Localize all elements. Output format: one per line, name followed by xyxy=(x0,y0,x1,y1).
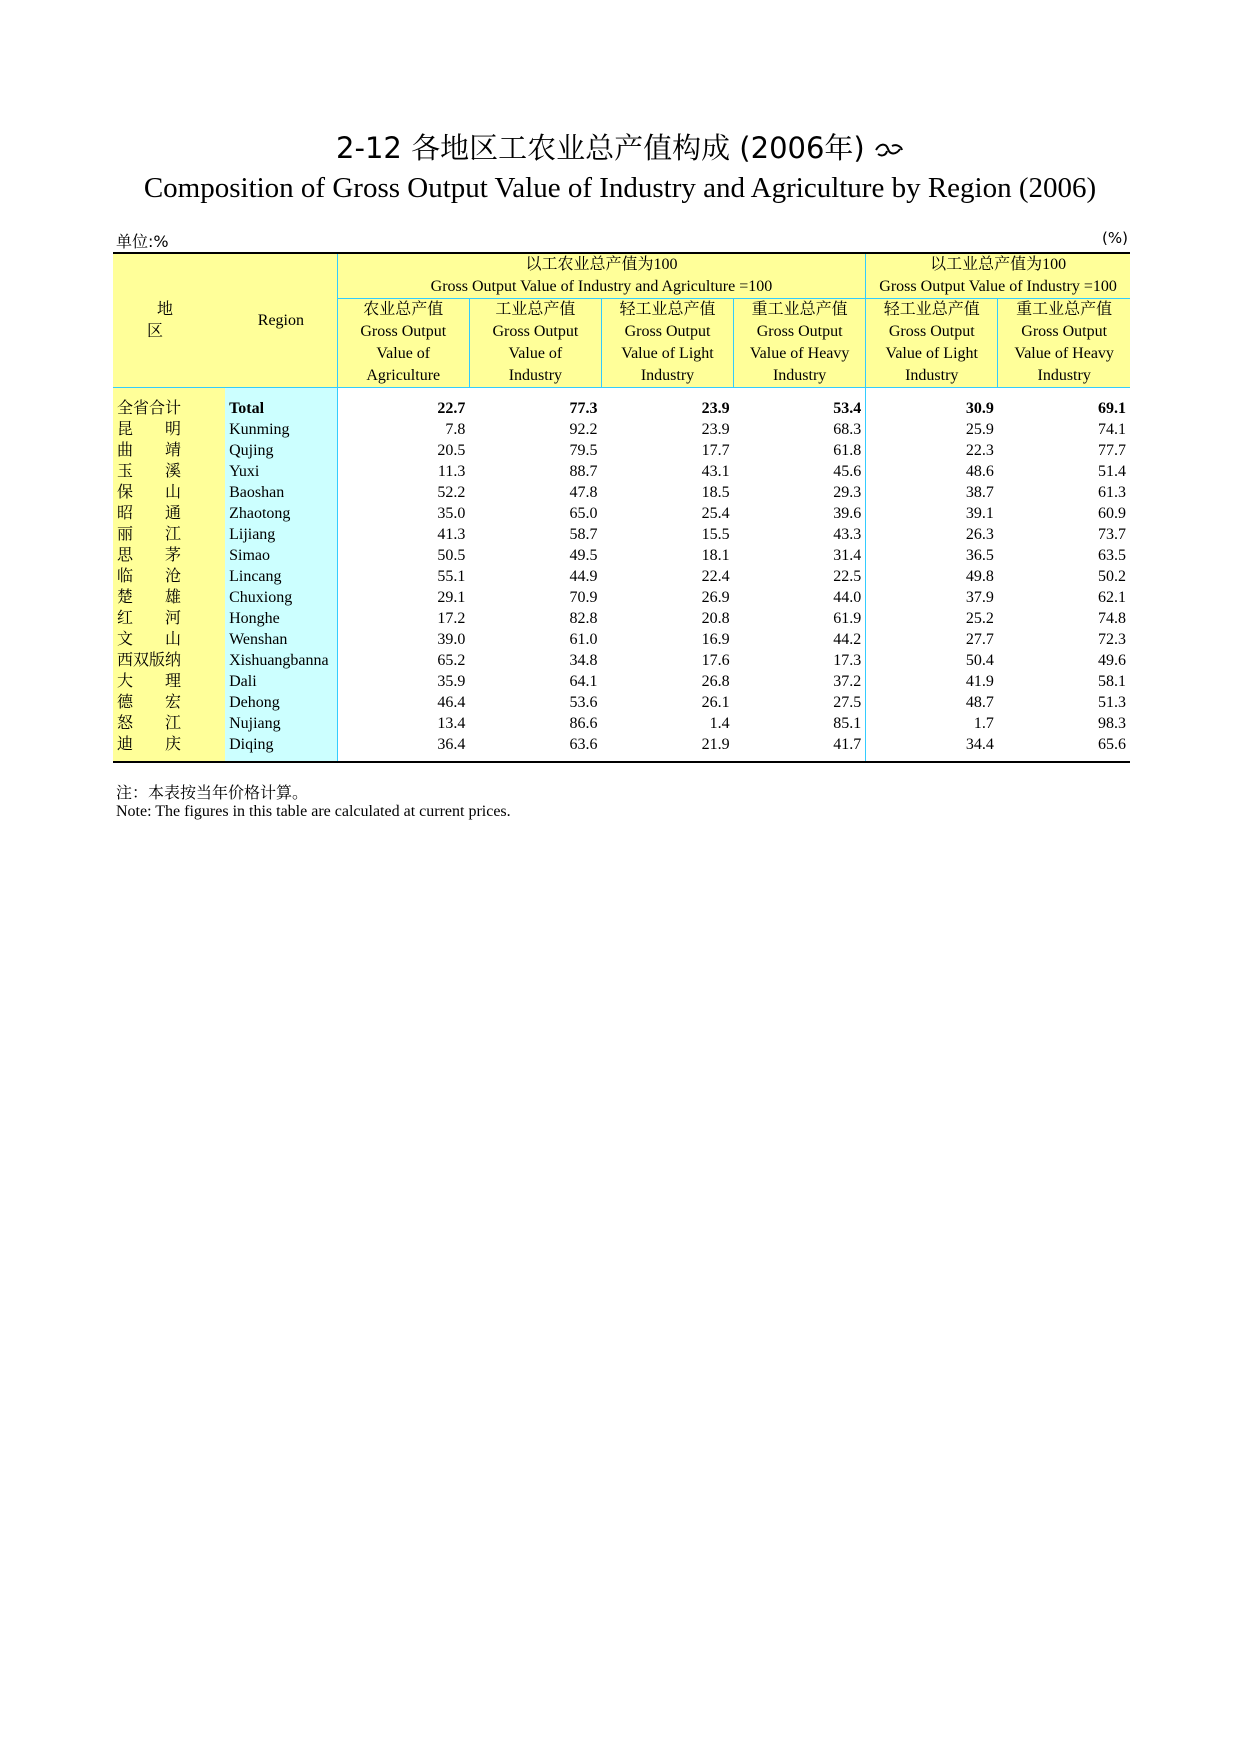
region-name-cn: 楚 雄 xyxy=(113,587,225,608)
value-cell: 37.2 xyxy=(833,673,862,690)
table-row xyxy=(113,461,1130,482)
header-group1-en: Gross Output Value of Industry and Agriculture =100 xyxy=(337,276,866,299)
value-cell: 49.8 xyxy=(866,566,998,587)
region-name-en: Lincang xyxy=(225,566,337,587)
value-cell: 62.1 xyxy=(1098,589,1126,606)
value-cell: 70.9 xyxy=(569,589,598,606)
region-name-cn: 保 山 xyxy=(113,482,225,503)
value-cell: 82.8 xyxy=(569,610,598,627)
value-cell: 77.3 xyxy=(569,400,598,417)
value-cell: 36.5 xyxy=(866,545,998,566)
value-cell: 61.9 xyxy=(833,610,862,627)
region-name-en: Yuxi xyxy=(225,461,337,482)
value-cell: 35.9 xyxy=(337,671,469,692)
unit-label-right: (%) xyxy=(1102,229,1128,247)
region-name-cn: 西双版纳 xyxy=(113,650,225,671)
header-group2-cn: 以工业总产值为100 xyxy=(866,253,1130,276)
value-cell: 39.1 xyxy=(866,503,998,524)
region-name-en: Kunming xyxy=(225,419,337,440)
header-col-en: Industry xyxy=(601,365,733,388)
value-cell: 26.8 xyxy=(701,673,730,690)
table-row xyxy=(113,629,1130,650)
value-cell: 65.0 xyxy=(569,505,598,522)
value-cell: 74.8 xyxy=(1098,610,1126,627)
value-cell: 22.3 xyxy=(866,440,998,461)
header-col-en: Value of Light xyxy=(601,343,733,365)
header-col-en: Industry xyxy=(469,365,601,388)
header-col-en: Gross Output xyxy=(337,321,469,343)
value-cell: 69.1 xyxy=(1098,400,1126,417)
value-cell: 47.8 xyxy=(569,484,598,501)
header-col-en: Gross Output xyxy=(998,321,1130,343)
value-cell: 17.2 xyxy=(337,608,469,629)
value-cell: 17.6 xyxy=(701,652,730,669)
table-row xyxy=(113,671,1130,692)
value-cell: 53.4 xyxy=(833,400,862,417)
value-cell: 39.6 xyxy=(833,505,862,522)
value-cell: 68.3 xyxy=(833,421,862,438)
value-cell: 15.5 xyxy=(701,526,730,543)
footnote-en: Note: The figures in this table are calculated at current prices. xyxy=(116,803,511,820)
header-col-en: Value of Heavy xyxy=(734,343,866,365)
header-col-en: Industry xyxy=(998,365,1130,388)
value-cell: 20.8 xyxy=(701,610,730,627)
header-region-en: Region xyxy=(225,253,337,388)
value-cell: 58.7 xyxy=(569,526,598,543)
value-cell: 25.2 xyxy=(866,608,998,629)
region-name-cn: 昆 明 xyxy=(113,419,225,440)
value-cell: 43.3 xyxy=(833,526,862,543)
table-row-total xyxy=(113,388,1130,420)
header-region-cn: 地 区 xyxy=(113,253,225,388)
header-col-en: Value of xyxy=(337,343,469,365)
value-cell: 36.4 xyxy=(337,734,469,762)
value-cell: 49.6 xyxy=(1098,652,1126,669)
value-cell: 52.2 xyxy=(337,482,469,503)
value-cell: 51.4 xyxy=(1098,463,1126,480)
value-cell: 51.3 xyxy=(1098,694,1126,711)
table-row xyxy=(113,650,1130,671)
header-col-cn: 农业总产值 xyxy=(337,299,469,322)
table-row xyxy=(113,440,1130,461)
region-name-en: Total xyxy=(225,388,337,420)
value-cell: 22.7 xyxy=(337,388,469,420)
page-title-english: Composition of Gross Output Value of Industry and Agriculture by Region (2006) xyxy=(143,172,1097,204)
value-cell: 25.9 xyxy=(866,419,998,440)
value-cell: 27.7 xyxy=(866,629,998,650)
value-cell: 29.3 xyxy=(833,484,862,501)
region-name-cn: 临 沧 xyxy=(113,566,225,587)
value-cell: 49.5 xyxy=(569,547,598,564)
value-cell: 44.0 xyxy=(833,589,862,606)
value-cell: 46.4 xyxy=(337,692,469,713)
value-cell: 72.3 xyxy=(1098,631,1126,648)
header-col-en: Gross Output xyxy=(866,321,998,343)
region-name-cn: 思 茅 xyxy=(113,545,225,566)
value-cell: 77.7 xyxy=(1098,442,1126,459)
value-cell: 11.3 xyxy=(337,461,469,482)
value-cell: 26.9 xyxy=(701,589,730,606)
region-name-cn: 昭 通 xyxy=(113,503,225,524)
value-cell: 18.1 xyxy=(701,547,730,564)
header-col-en: Gross Output xyxy=(734,321,866,343)
table-row xyxy=(113,566,1130,587)
value-cell: 61.3 xyxy=(1098,484,1126,501)
value-cell: 26.1 xyxy=(701,694,730,711)
region-name-en: Qujing xyxy=(225,440,337,461)
value-cell: 1.4 xyxy=(709,715,730,732)
region-name-cn: 文 山 xyxy=(113,629,225,650)
table-row xyxy=(113,587,1130,608)
value-cell: 44.2 xyxy=(833,631,862,648)
header-col-en: Industry xyxy=(734,365,866,388)
table-row xyxy=(113,524,1130,545)
value-cell: 58.1 xyxy=(1098,673,1126,690)
region-name-cn: 德 宏 xyxy=(113,692,225,713)
decorative-ornament-icon xyxy=(874,141,904,159)
region-name-cn: 大 理 xyxy=(113,671,225,692)
value-cell: 35.0 xyxy=(337,503,469,524)
region-name-cn: 红 河 xyxy=(113,608,225,629)
value-cell: 55.1 xyxy=(337,566,469,587)
header-col-cn: 轻工业总产值 xyxy=(866,299,998,322)
unit-label: 单位:% xyxy=(116,232,169,251)
value-cell: 7.8 xyxy=(337,419,469,440)
header-col-en: Gross Output xyxy=(601,321,733,343)
header-col-cn: 轻工业总产值 xyxy=(601,299,733,322)
value-cell: 20.5 xyxy=(337,440,469,461)
value-cell: 38.7 xyxy=(866,482,998,503)
value-cell: 21.9 xyxy=(601,734,733,762)
region-name-cn: 迪 庆 xyxy=(113,734,225,762)
value-cell: 44.9 xyxy=(569,568,598,585)
region-name-en: Nujiang xyxy=(225,713,337,734)
value-cell: 41.9 xyxy=(866,671,998,692)
value-cell: 37.9 xyxy=(866,587,998,608)
header-col-cn: 重工业总产值 xyxy=(998,299,1130,322)
region-name-en: Xishuangbanna xyxy=(225,650,337,671)
value-cell: 41.7 xyxy=(734,734,866,762)
value-cell: 23.9 xyxy=(701,400,730,417)
value-cell: 61.8 xyxy=(833,442,862,459)
value-cell: 50.2 xyxy=(1098,568,1126,585)
value-cell: 48.7 xyxy=(866,692,998,713)
value-cell: 50.4 xyxy=(866,650,998,671)
header-col-en: Value of Heavy xyxy=(998,343,1130,365)
header-col-en: Value of xyxy=(469,343,601,365)
table-header xyxy=(113,253,1130,388)
table-row xyxy=(113,608,1130,629)
value-cell: 53.6 xyxy=(569,694,598,711)
region-name-en: Dali xyxy=(225,671,337,692)
region-name-en: Honghe xyxy=(225,608,337,629)
value-cell: 79.5 xyxy=(569,442,598,459)
value-cell: 73.7 xyxy=(1098,526,1126,543)
data-table xyxy=(113,252,1130,763)
title-cn-text: 2-12 各地区工农业总产值构成 (2006年) xyxy=(336,131,865,165)
value-cell: 22.5 xyxy=(833,568,862,585)
value-cell: 41.3 xyxy=(337,524,469,545)
value-cell: 1.7 xyxy=(866,713,998,734)
table-row xyxy=(113,503,1130,524)
value-cell: 22.4 xyxy=(701,568,730,585)
value-cell: 27.5 xyxy=(833,694,862,711)
value-cell: 88.7 xyxy=(569,463,598,480)
header-col-en: Value of Light xyxy=(866,343,998,365)
value-cell: 39.0 xyxy=(337,629,469,650)
value-cell: 64.1 xyxy=(569,673,598,690)
value-cell: 98.3 xyxy=(1098,715,1126,732)
header-col-cn: 工业总产值 xyxy=(469,299,601,322)
value-cell: 31.4 xyxy=(833,547,862,564)
table-row xyxy=(113,713,1130,734)
table-row xyxy=(113,482,1130,503)
value-cell: 50.5 xyxy=(337,545,469,566)
value-cell: 23.9 xyxy=(701,421,730,438)
header-group1-cn: 以工农业总产值为100 xyxy=(337,253,866,276)
region-name-en: Lijiang xyxy=(225,524,337,545)
value-cell: 30.9 xyxy=(866,388,998,420)
table-row xyxy=(113,545,1130,566)
footnote-cn: 注：本表按当年价格计算。 xyxy=(116,785,309,802)
table-row xyxy=(113,734,1130,762)
value-cell: 43.1 xyxy=(701,463,730,480)
value-cell: 48.6 xyxy=(866,461,998,482)
table-body xyxy=(113,388,1130,763)
value-cell: 86.6 xyxy=(569,715,598,732)
page-title-chinese xyxy=(0,126,1240,167)
value-cell: 85.1 xyxy=(833,715,862,732)
value-cell: 17.7 xyxy=(701,442,730,459)
value-cell: 26.3 xyxy=(866,524,998,545)
value-cell: 92.2 xyxy=(569,421,598,438)
table-row xyxy=(113,692,1130,713)
header-col-en: Gross Output xyxy=(469,321,601,343)
region-name-en: Chuxiong xyxy=(225,587,337,608)
region-name-en: Simao xyxy=(225,545,337,566)
value-cell: 74.1 xyxy=(1098,421,1126,438)
region-name-en: Wenshan xyxy=(225,629,337,650)
region-name-cn: 曲 靖 xyxy=(113,440,225,461)
value-cell: 65.6 xyxy=(998,734,1130,762)
region-name-en: Diqing xyxy=(225,734,337,762)
header-col-en: Agriculture xyxy=(337,365,469,388)
region-name-cn: 全省合计 xyxy=(113,388,225,420)
region-name-cn: 玉 溪 xyxy=(113,461,225,482)
header-col-cn: 重工业总产值 xyxy=(734,299,866,322)
region-name-cn: 怒 江 xyxy=(113,713,225,734)
value-cell: 17.3 xyxy=(833,652,862,669)
value-cell: 13.4 xyxy=(337,713,469,734)
value-cell: 34.8 xyxy=(569,652,598,669)
region-name-cn: 丽 江 xyxy=(113,524,225,545)
value-cell: 60.9 xyxy=(1098,505,1126,522)
value-cell: 63.5 xyxy=(1098,547,1126,564)
region-name-en: Dehong xyxy=(225,692,337,713)
value-cell: 61.0 xyxy=(569,631,598,648)
value-cell: 18.5 xyxy=(701,484,730,501)
region-name-en: Baoshan xyxy=(225,482,337,503)
value-cell: 25.4 xyxy=(701,505,730,522)
value-cell: 34.4 xyxy=(866,734,998,762)
header-col-en: Industry xyxy=(866,365,998,388)
value-cell: 29.1 xyxy=(337,587,469,608)
value-cell: 45.6 xyxy=(833,463,862,480)
value-cell: 16.9 xyxy=(701,631,730,648)
table-row xyxy=(113,419,1130,440)
value-cell: 63.6 xyxy=(469,734,601,762)
header-group2-en: Gross Output Value of Industry =100 xyxy=(866,276,1130,299)
value-cell: 65.2 xyxy=(337,650,469,671)
region-name-en: Zhaotong xyxy=(225,503,337,524)
